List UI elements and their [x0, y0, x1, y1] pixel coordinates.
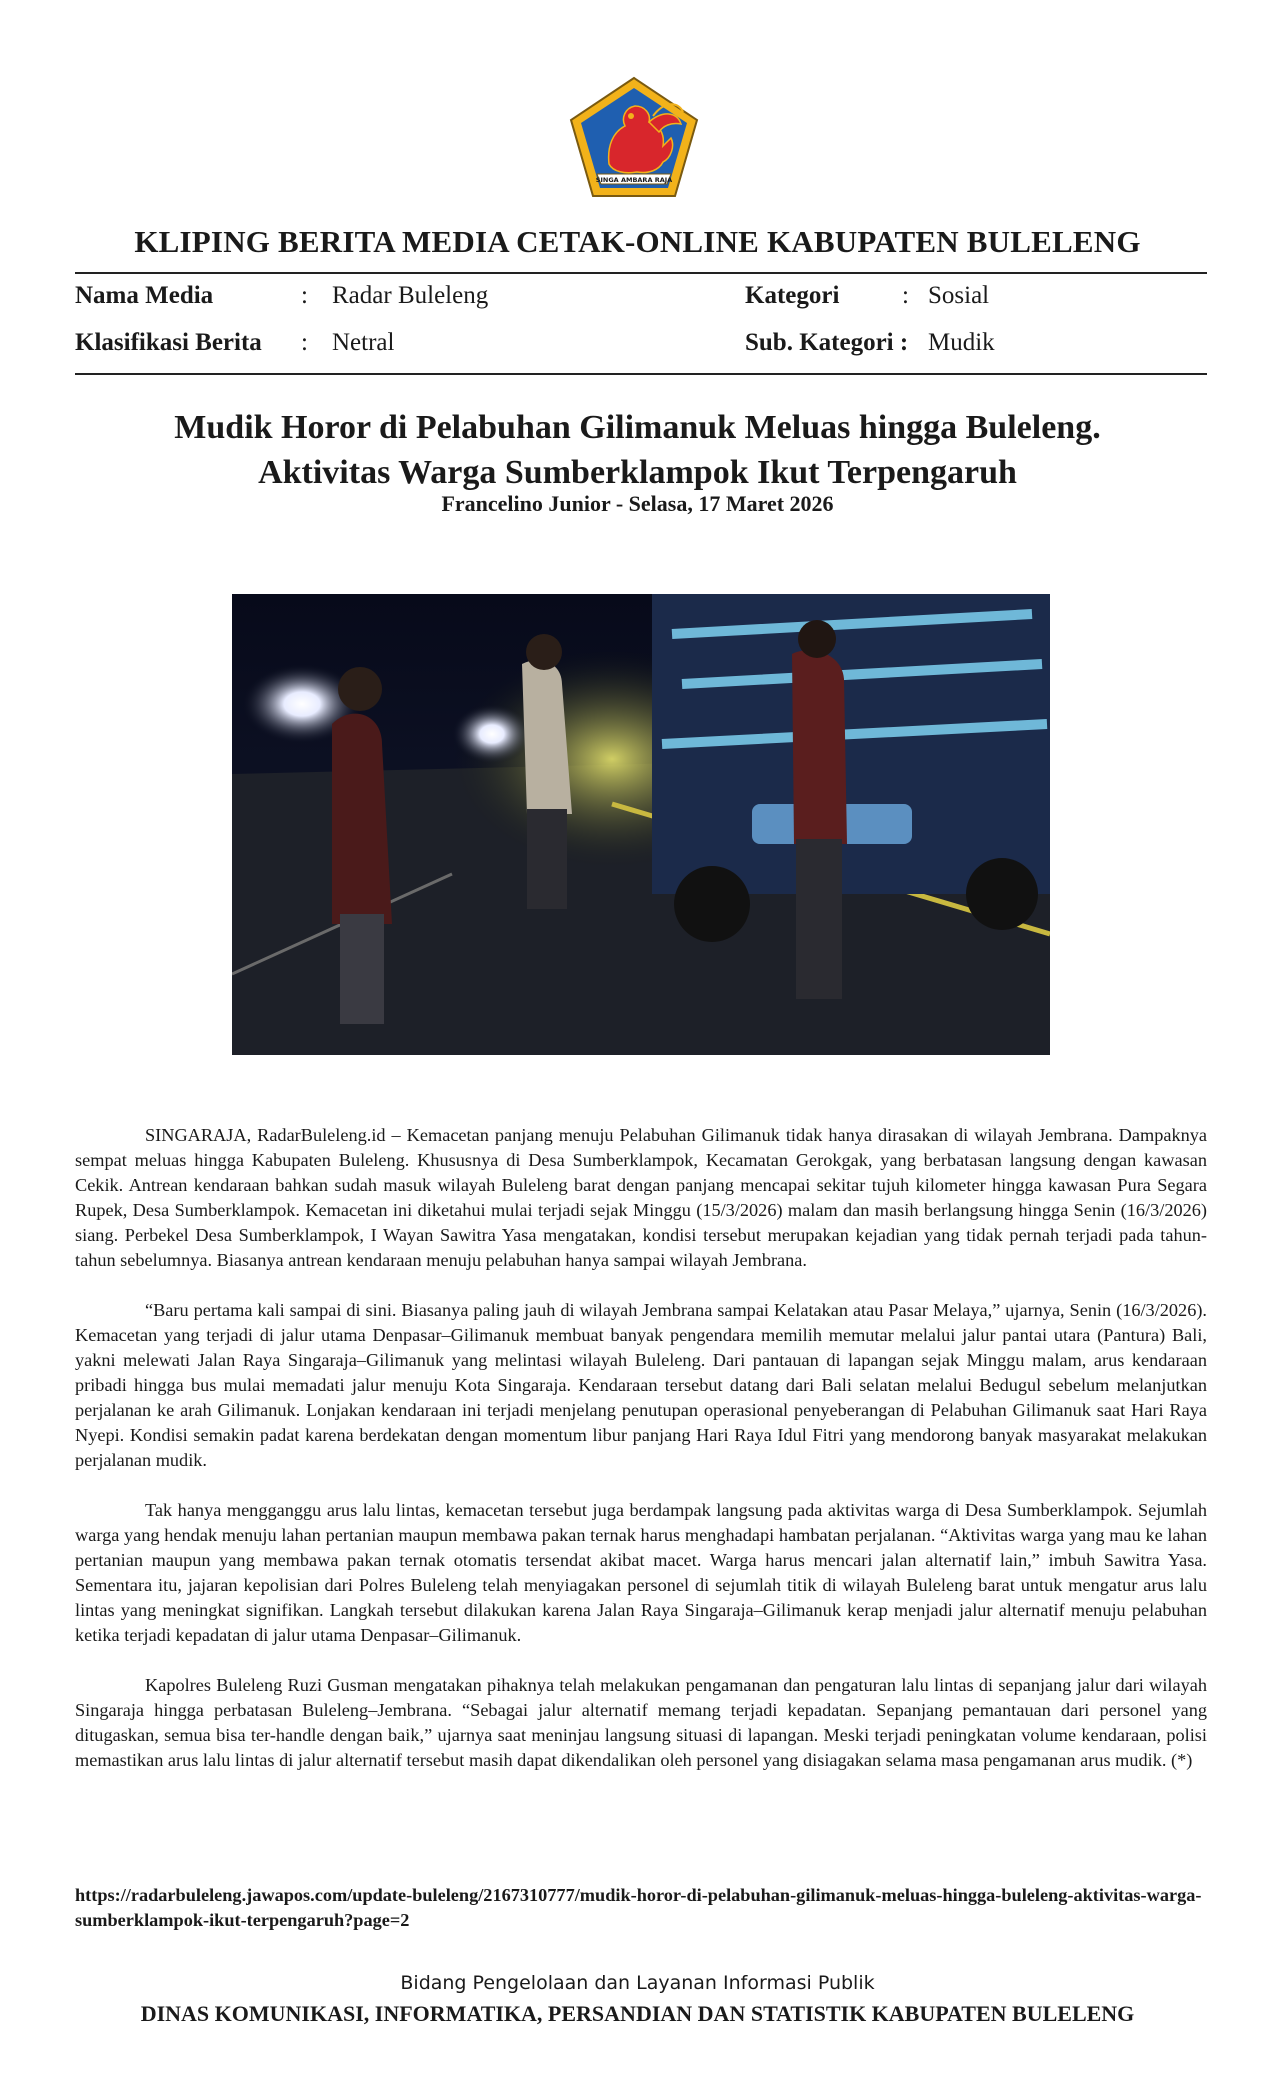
source-link[interactable]: https://radarbuleleng.jawapos.com/update-buleleng/2167310777/mudik-horor-di-pelabuhan-gilimanuk-meluas-hingga-buleleng-aktivitas-warga-sumberklampok-ikut-terpengaruh?page=2 [75, 1885, 1202, 1930]
article-byline: Francelino Junior - Selasa, 17 Maret 2026 [441, 491, 834, 516]
article-paragraph-2: “Baru pertama kali sampai di sini. Biasanya paling jauh di wilayah Jembrana sampai Kelatakan atau Pasar Melaya,” ujarnya, Senin (16/3/2026). Kemacetan yang terjadi di jalur utama Denpasar–Gilimanuk membuat banyak pengendara memilih memutar melalui jalur pantai utara (Pantura) Bali, yakni melewati Jalan Raya Singaraja–Gilimanuk yang melintasi wilayah Buleleng. Dari pantauan di lapangan sejak Minggu malam, arus kendaraan pribadi hingga bus mulai memadati jalur menuju Kota Singaraja. Kendaraan tersebut datang dari Bali selatan melalui Bedugul sebelum melanjutkan perjalanan ke arah Gilimanuk. Lonjakan kendaraan ini terjadi menjelang penutupan operasional penyeberangan di Pelabuhan Gilimanuk saat Hari Raya Nyepi. Kondisi semakin padat karena berdekatan dengan momentum libur panjang Hari Raya Idul Fitri yang mendorong banyak masyarakat melakukan perjalanan mudik. [75, 1300, 1207, 1470]
lion-emblem-icon [567, 76, 701, 200]
masthead-title: KLIPING BERITA MEDIA CETAK-ONLINE KABUPATEN BULELENG [134, 224, 1141, 259]
category-value: Sosial [928, 282, 990, 309]
buleleng-regency-emblem [567, 76, 701, 200]
article-title [75, 405, 1200, 495]
category-label: Kategori [745, 282, 840, 309]
footer-department: DINAS KOMUNIKASI, INFORMATIKA, PERSANDIAN DAN STATISTIK KABUPATEN BULELENG [140, 2001, 1135, 2026]
article-body [75, 1123, 1207, 1798]
classification-label: Klasifikasi Berita [75, 329, 262, 356]
media-name-colon: : [301, 282, 308, 309]
article-paragraph-4: Kapolres Buleleng Ruzi Gusman mengatakan pihaknya telah melakukan pengamanan dan pengaturan lalu lintas di sepanjang jalur dari wilayah Singaraja hingga perbatasan Buleleng–Jembrana. “Sebagai jalur alternatif memang terjadi kepadatan. Sepanjang pemantauan dari personel yang ditugaskan, semua bisa ter-handle dengan baik,” ujarnya saat meninjau langsung situasi di lapangan. Meski terjadi peningkatan volume kendaraan, polisi memastikan arus lalu lintas di jalur alternatif tersebut masih dapat dikendalikan oleh personel yang disiagakan selama masa pengamanan arus mudik. (*) [75, 1675, 1207, 1770]
media-name-label: Nama Media [75, 282, 214, 309]
classification-colon: : [301, 329, 308, 356]
night-traffic-photo [232, 594, 1050, 1055]
classification-value: Netral [332, 329, 395, 356]
category-colon: : [902, 282, 909, 309]
article-paragraph-1: SINGARAJA, RadarBuleleng.id – Kemacetan panjang menuju Pelabuhan Gilimanuk tidak hanya dirasakan di wilayah Jembrana. Dampaknya sempat meluas hingga Kabupaten Buleleng. Khususnya di Desa Sumberklampok, Kecamatan Gerokgak, yang berbatasan langsung dengan kawasan Cekik. Antrean kendaraan bahkan sudah masuk wilayah Buleleng barat dengan panjang mencapai sekitar tujuh kilometer hingga kawasan Pura Segara Rupek, Desa Sumberklampok. Kemacetan ini diketahui mulai terjadi sejak Minggu (15/3/2026) malam dan masih berlangsung hingga Senin (16/3/2026) siang. Perbekel Desa Sumberklampok, I Wayan Sawitra Yasa mengatakan, kondisi tersebut merupakan kejadian yang tidak pernah terjadi pada tahun-tahun sebelumnya. Biasanya antrean kendaraan menuju pelabuhan hanya sampai wilayah Jembrana. [75, 1125, 1207, 1270]
subcategory-value: Mudik [928, 329, 995, 356]
article-title-line-2: Aktivitas Warga Sumberklampok Ikut Terpengaruh [258, 454, 1017, 491]
divider-bottom [75, 373, 1207, 375]
article-paragraph-3: Tak hanya mengganggu arus lalu lintas, kemacetan tersebut juga berdampak langsung pada aktivitas warga di Desa Sumberklampok. Sejumlah warga yang hendak menuju lahan pertanian maupun membawa pakan ternak harus menghadapi hambatan perjalanan. “Aktivitas warga yang mau ke lahan pertanian maupun yang membawa pakan ternak otomatis tersendat akibat macet. Warga harus mencari jalan alternatif lain,” imbuh Sawitra Yasa. Sementara itu, jajaran kepolisian dari Polres Buleleng telah menyiagakan personel di sejumlah titik di wilayah Buleleng barat untuk mengatur arus lalu lintas yang meningkat signifikan. Langkah tersebut dilakukan karena Jalan Raya Singaraja–Gilimanuk kerap menjadi jalur alternatif menuju pelabuhan ketika terjadi kepadatan di jalur utama Denpasar–Gilimanuk. [75, 1500, 1207, 1645]
article-title-line-1: Mudik Horor di Pelabuhan Gilimanuk Meluas hingga Buleleng. [174, 409, 1101, 446]
article-photo [232, 594, 1050, 1055]
media-name-value: Radar Buleleng [332, 282, 489, 309]
emblem-motto: SINGA AMBARA RAJA [595, 176, 673, 184]
footer-division: Bidang Pengelolaan dan Layanan Informasi Publik [400, 1972, 875, 1994]
divider-top [75, 272, 1207, 274]
subcategory-label: Sub. Kategori : [745, 329, 909, 356]
